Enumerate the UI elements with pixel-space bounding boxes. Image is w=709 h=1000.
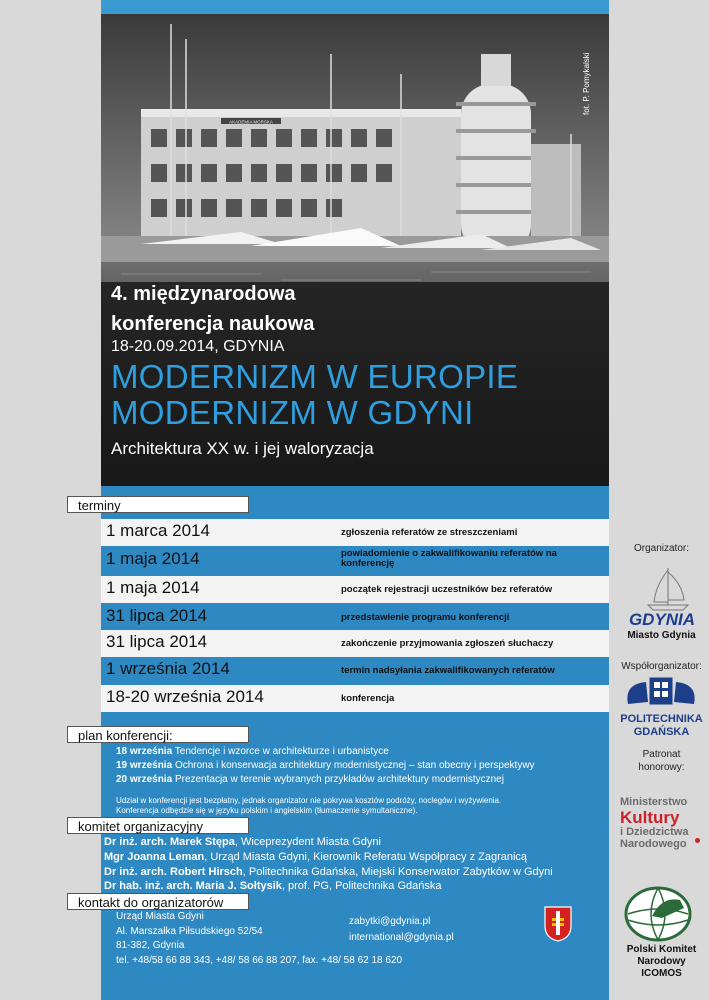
deadline-date: 18-20 września 2014 xyxy=(106,687,264,706)
gdynia-logo-icon xyxy=(628,560,708,612)
icomos-logo-icon xyxy=(622,886,694,942)
ministry-dot xyxy=(695,838,700,843)
committee-member xyxy=(104,866,553,878)
plan-item xyxy=(116,774,504,785)
plan-item xyxy=(116,760,535,771)
participation-note: Udział w konferencji jest bezpłatny, jednak organizator nie pokrywa kosztów podróży, noclegów i wyżywienia. xyxy=(116,796,502,805)
ministry-line2: Kultury xyxy=(620,808,680,827)
deadline-row xyxy=(101,630,609,657)
deadline-date: 1 września 2014 xyxy=(106,659,230,678)
member-role: , prof. PG, Politechnika Gdańska xyxy=(281,880,442,892)
contact-city: 81-382, Gdynia xyxy=(116,940,185,951)
plan-desc: Tendencje i wzorce w architekturze i urbanistyce xyxy=(174,746,389,757)
icomos-line1: Polski Komitet xyxy=(626,944,697,955)
section-terminy: terminy xyxy=(67,496,249,513)
plan-day: 18 września xyxy=(116,746,173,757)
organizer-label: Organizator: xyxy=(633,543,690,554)
member-name: Mgr Joanna Leman xyxy=(104,851,205,863)
contact-street: Al. Marszałka Piłsudskiego 52/54 xyxy=(116,926,263,937)
deadline-date: 1 marca 2014 xyxy=(106,521,210,540)
top-strip xyxy=(101,0,609,14)
deadline-event: konferencja xyxy=(341,693,395,704)
deadline-event: początek rejestracji uczestników bez referatów xyxy=(341,584,553,595)
plan-item xyxy=(116,746,389,757)
deadline-date: 1 maja 2014 xyxy=(106,578,200,597)
section-kontakt: kontakt do organizatorów xyxy=(67,893,249,910)
plan-desc: Prezentacja w terenie wybranych przykładów architektury modernistycznej xyxy=(174,774,504,785)
deadline-row xyxy=(101,604,609,631)
deadline-date: 31 lipca 2014 xyxy=(106,606,208,625)
member-role: , Wiceprezydent Miasta Gdyni xyxy=(234,836,381,848)
committee-member xyxy=(104,851,527,863)
plan-desc: Ochrona i konserwacja architektury modernistycznej – stan obecny i perspektywy xyxy=(174,760,535,771)
language-note: Konferencja odbędzie się w języku polskim i angielskim (tłumaczenie symultaniczne). xyxy=(116,806,418,815)
patron-label-1: Patronat xyxy=(642,749,681,760)
deadline-row xyxy=(101,657,609,684)
section-plan: plan konferencji: xyxy=(67,726,249,743)
ministry-line1: Ministerstwo xyxy=(620,796,688,808)
deadline-event: przedstawienie programu konferencji xyxy=(341,612,510,623)
gdynia-caption: Miasto Gdynia xyxy=(627,630,696,641)
plan-day: 20 września xyxy=(116,774,173,785)
gdynia-wordmark xyxy=(618,609,706,629)
contact-phones: tel. +48/58 66 88 343, +48/ 58 66 88 207, fax. +48/ 58 62 18 620 xyxy=(116,955,403,966)
gdynia-logo: GDYNIA xyxy=(628,610,696,629)
pg-crest-icon xyxy=(620,674,702,710)
pg-logo-line2: GDAŃSKA xyxy=(633,726,690,738)
deadline-event: zakończenie przyjmowania zgłoszeń słuchaczy xyxy=(341,638,554,649)
member-role: , Politechnika Gdańska, Miejski Konserwator Zabytków w Gdyni xyxy=(242,866,553,878)
deadline-row xyxy=(101,685,609,712)
committee-member xyxy=(104,880,441,892)
coorganizer-label: Współorganizator: xyxy=(621,661,702,672)
gdynia-coat-of-arms xyxy=(544,906,572,942)
conference-edition: 4. międzynarodowa xyxy=(111,283,296,305)
photo-credit: fot. P. Pomykalski xyxy=(582,52,591,115)
ministry-line3: i Dziedzictwa xyxy=(620,826,689,838)
contact-org: Urząd Miasta Gdyni xyxy=(116,911,204,922)
main-title-line2: MODERNIZM W GDYNI xyxy=(111,394,474,431)
deadline-row xyxy=(101,547,609,574)
icomos-line3: ICOMOS xyxy=(641,968,682,979)
ministry-line4: Narodowego xyxy=(620,838,687,850)
committee-member xyxy=(104,836,381,848)
member-name: Dr inż. arch. Robert Hirsch xyxy=(104,866,243,878)
boat-sign: AKADEMIA MORSKA xyxy=(229,119,273,125)
section-komitet: komitet organizacyjny xyxy=(67,817,249,834)
patron-label-2: honorowy: xyxy=(638,762,685,773)
deadline-event: zgłoszenia referatów ze streszczeniami xyxy=(341,527,518,538)
pg-logo-line1: POLITECHNIKA xyxy=(620,713,703,725)
deadline-date: 1 maja 2014 xyxy=(106,549,200,568)
contact-email-2[interactable]: international@gdynia.pl xyxy=(349,932,454,943)
main-title-line1: MODERNIZM W EUROPIE xyxy=(111,358,519,395)
deadline-date: 31 lipca 2014 xyxy=(106,632,208,651)
contact-email-1[interactable]: zabytki@gdynia.pl xyxy=(349,916,431,927)
member-name: Dr hab. inż. arch. Maria J. Sołtysik xyxy=(104,880,282,892)
deadline-row xyxy=(101,519,609,546)
deadline-event: termin nadsyłania zakwalifikowanych referatów xyxy=(341,665,555,676)
conference-dates: 18-20.09.2014, GDYNIA xyxy=(111,338,285,355)
member-name: Dr inż. arch. Marek Stępa xyxy=(104,836,235,848)
member-role: , Urząd Miasta Gdyni, Kierownik Referatu Współpracy z Zagranicą xyxy=(204,851,528,863)
subtitle: Architektura XX w. i jej waloryzacja xyxy=(111,439,374,458)
plan-day: 19 września xyxy=(116,760,173,771)
icomos-line2: Narodowy xyxy=(637,956,686,967)
deadline-event: powiadomienie o zakwalifikowaniu referatów na konferencję xyxy=(341,548,557,569)
deadline-row xyxy=(101,576,609,603)
conference-type: konferencja naukowa xyxy=(111,313,315,335)
